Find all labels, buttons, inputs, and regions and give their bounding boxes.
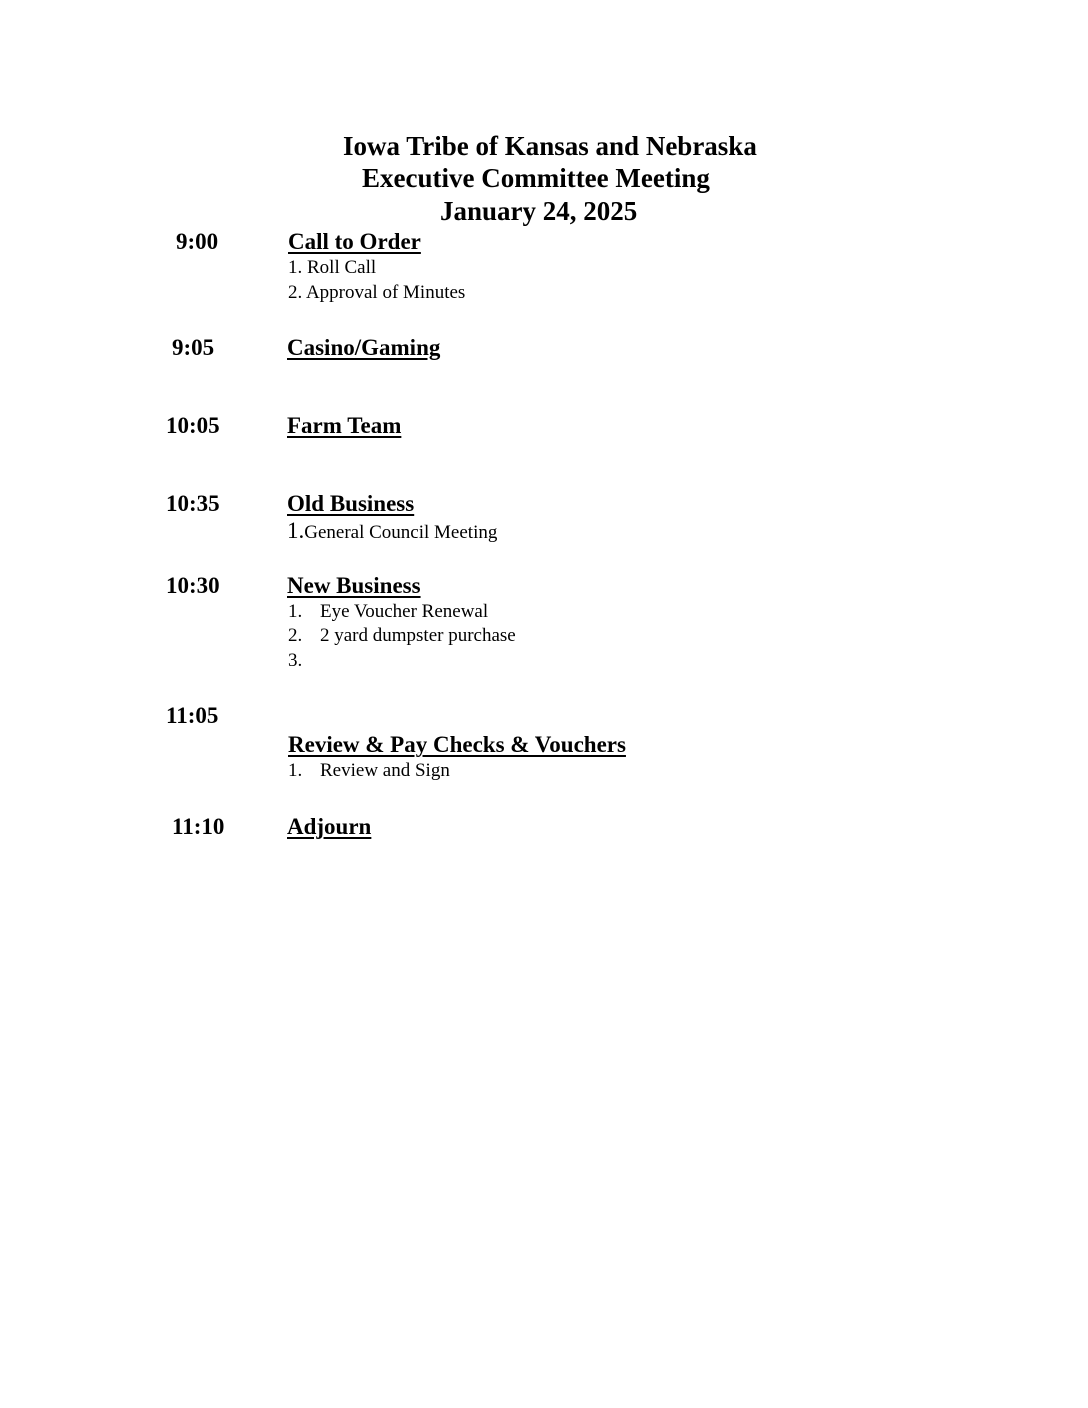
item-text: 2 yard dumpster purchase: [320, 625, 516, 646]
item-text: General Council Meeting: [304, 522, 498, 543]
agenda-time: 9:00: [176, 229, 219, 254]
item-number: 1.: [288, 601, 303, 622]
item-number: 1.: [288, 760, 303, 781]
agenda-item: [287, 519, 497, 545]
section-heading-old-business: Old Business: [287, 491, 415, 516]
meeting-title: Executive Committee Meeting: [362, 163, 710, 193]
item-text: Approval of Minutes: [305, 282, 466, 303]
item-number: 1.: [287, 518, 305, 543]
agenda-time: 10:35: [166, 491, 220, 516]
section-heading-farm-team: Farm Team: [287, 413, 402, 438]
agenda-time: 10:05: [166, 413, 220, 438]
item-number: 3.: [288, 650, 303, 671]
agenda-time: 11:10: [172, 814, 225, 839]
section-heading-casino: Casino/Gaming: [287, 335, 441, 360]
item-number: 2.: [288, 282, 303, 303]
item-text: Review and Sign: [320, 760, 450, 781]
agenda-time: 10:30: [166, 573, 220, 598]
meeting-date: January 24, 2025: [440, 196, 638, 226]
item-text: Eye Voucher Renewal: [320, 601, 489, 622]
agenda-item: [288, 649, 320, 673]
agenda-item: [288, 600, 488, 624]
section-heading-review-pay: Review & Pay Checks & Vouchers: [288, 732, 626, 757]
item-number: 2.: [288, 625, 303, 646]
agenda-time: 9:05: [172, 335, 215, 360]
agenda-time: 11:05: [166, 703, 219, 728]
item-text: Roll Call: [307, 257, 377, 278]
section-heading-call-to-order: Call to Order: [288, 229, 421, 254]
item-number: 1.: [288, 257, 303, 278]
agenda-item: [288, 256, 376, 280]
section-heading-adjourn: Adjourn: [287, 814, 372, 839]
agenda-item: [288, 759, 450, 783]
section-heading-new-business: New Business: [287, 573, 421, 598]
org-title: Iowa Tribe of Kansas and Nebraska: [343, 131, 757, 161]
agenda-item: [288, 624, 516, 648]
agenda-item: [288, 281, 465, 305]
